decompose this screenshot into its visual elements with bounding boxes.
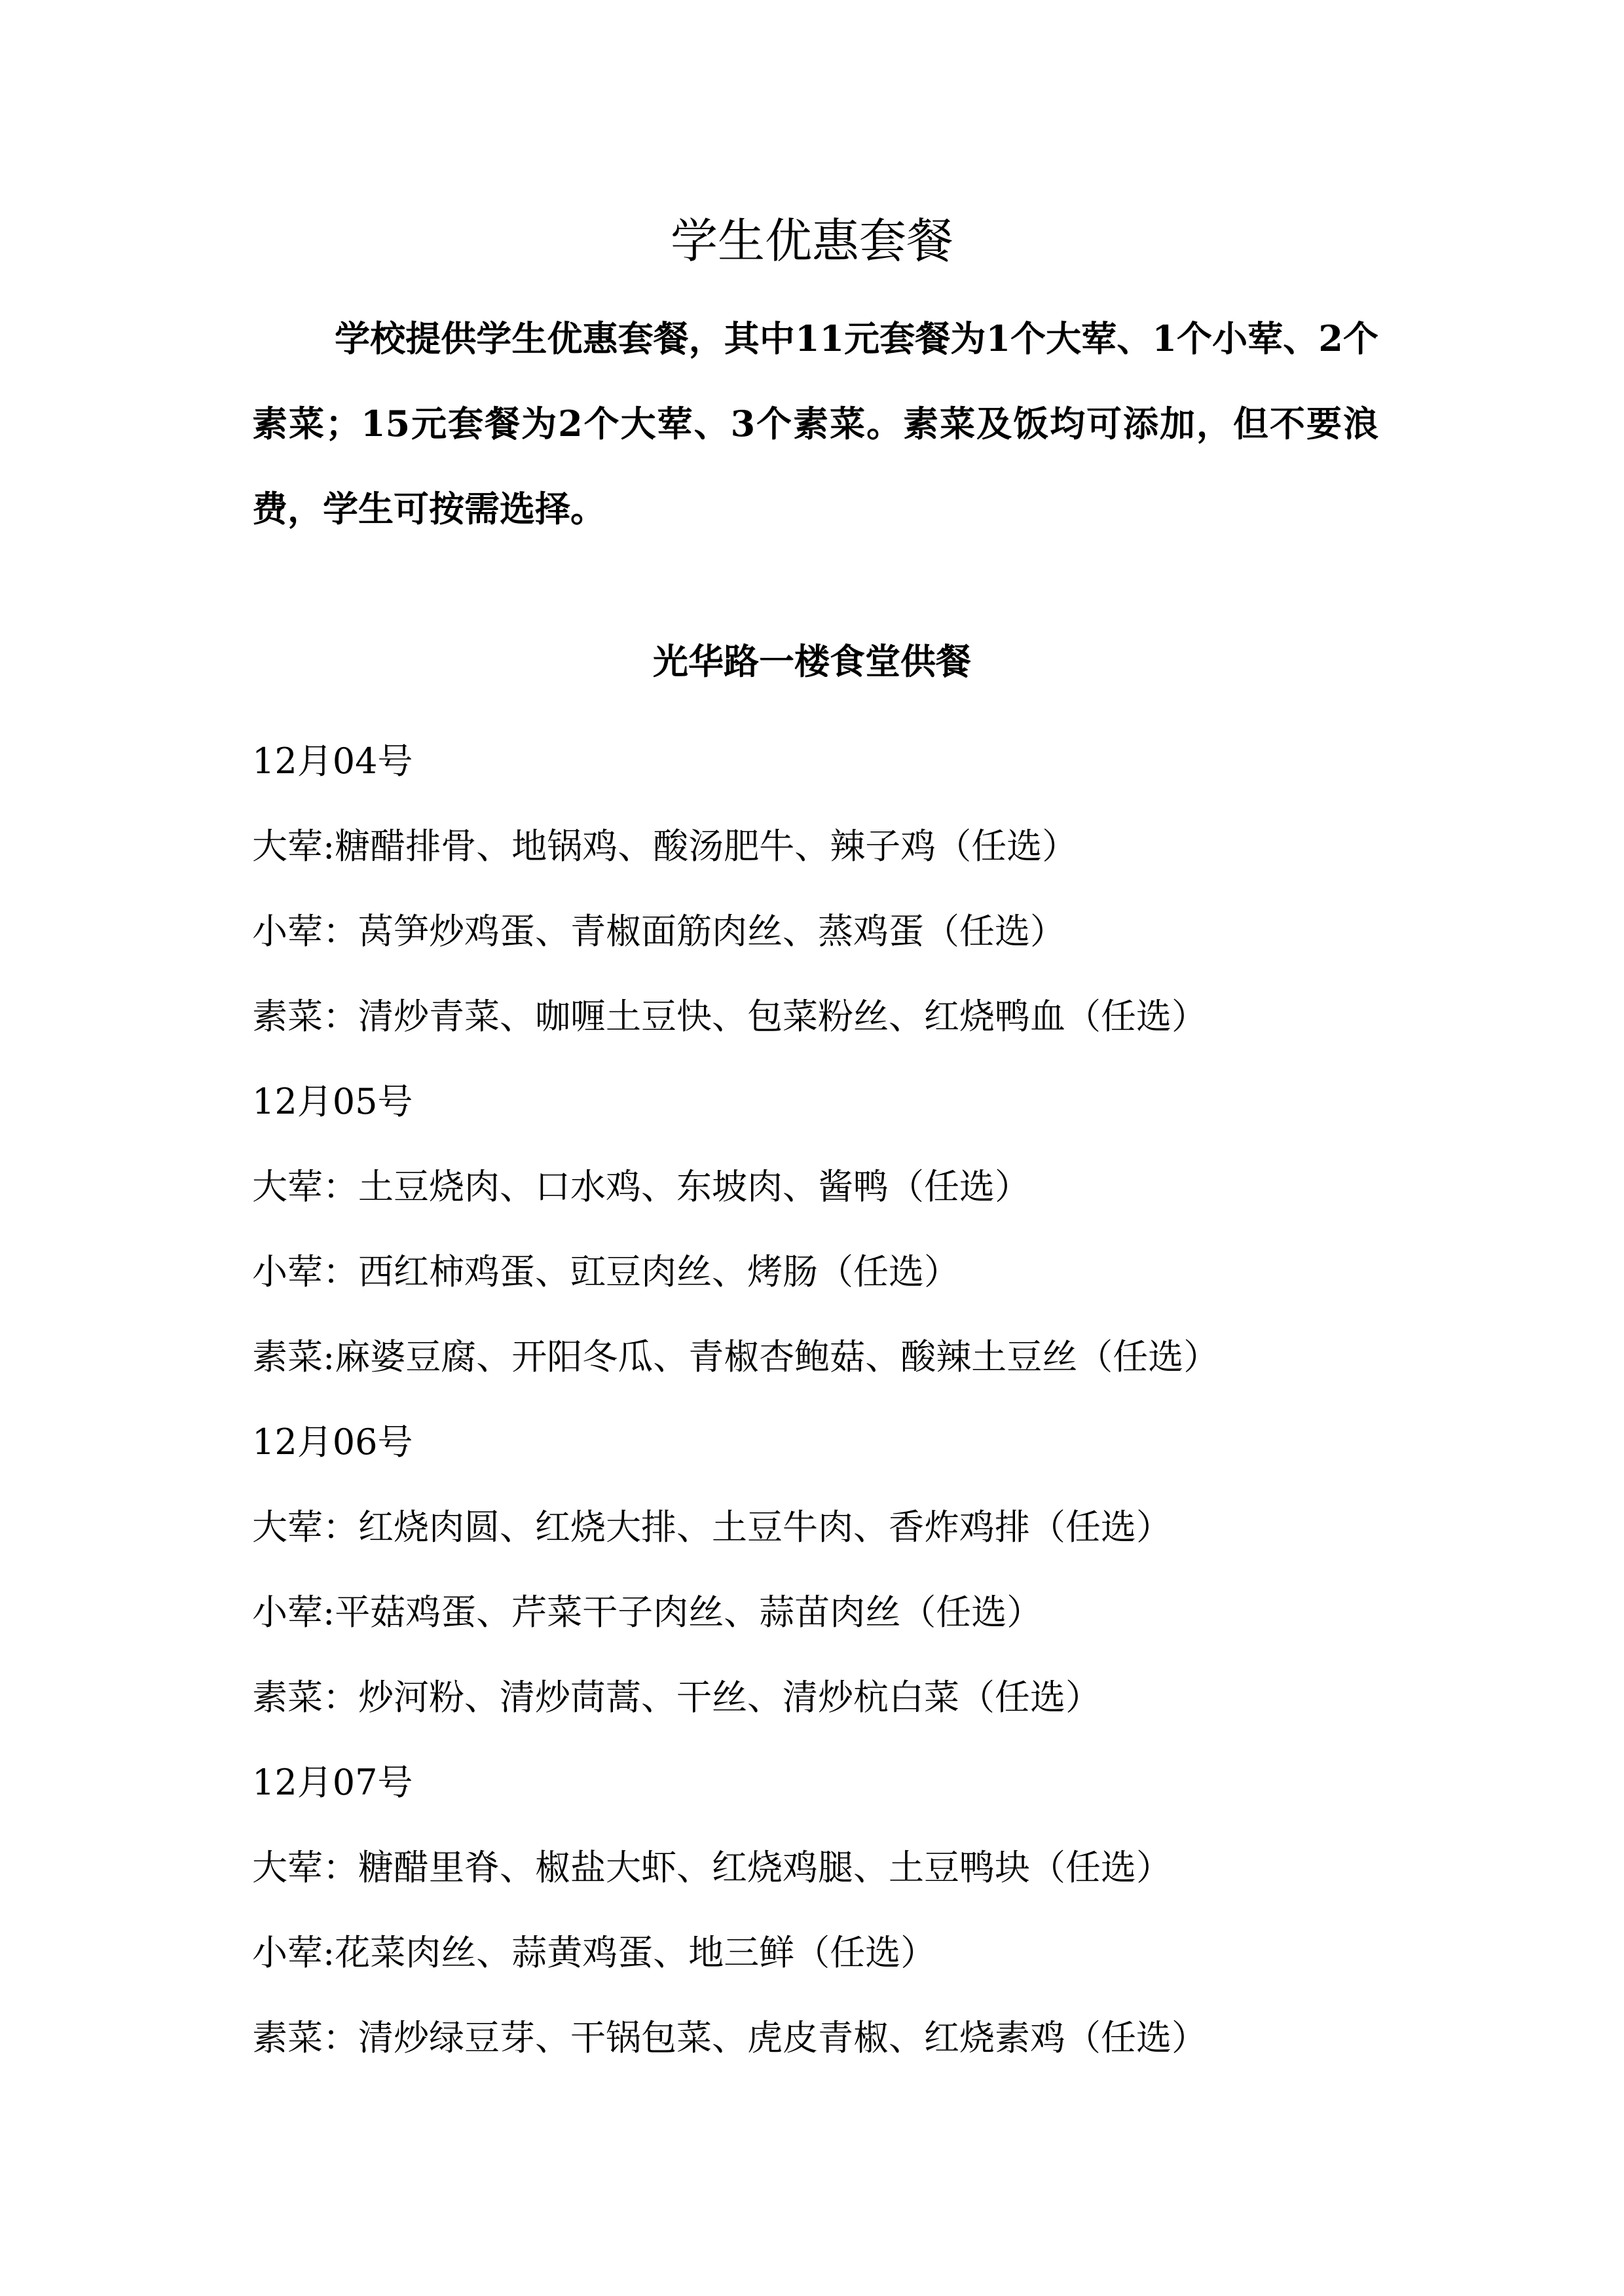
menu-small-meat: 小荤：莴笋炒鸡蛋、青椒面筋肉丝、蒸鸡蛋（任选）: [252, 911, 1065, 952]
menu-big-meat: 大荤：红烧肉圆、红烧大排、土豆牛肉、香炸鸡排（任选）: [252, 1506, 1172, 1548]
menu-day: [252, 1740, 1431, 2081]
menu-day: [252, 1400, 1431, 1740]
menu-vegetable: 素菜：清炒绿豆芽、干锅包菜、虎皮青椒、红烧素鸡（任选）: [252, 2017, 1207, 2058]
menu-date: 12月07号: [252, 1762, 413, 1803]
menu-small-meat: 小荤:花菜肉丝、蒜黄鸡蛋、地三鲜（任选）: [252, 1932, 936, 1973]
section-title: 光华路一楼食堂供餐: [653, 640, 971, 682]
menu-vegetable: 素菜:麻婆豆腐、开阳冬瓜、青椒杏鲍菇、酸辣土豆丝（任选）: [252, 1336, 1219, 1377]
menu-date: 12月06号: [252, 1421, 413, 1463]
menu-day: [252, 1059, 1431, 1400]
menu-vegetable: 素菜：清炒青菜、咖喱土豆快、包菜粉丝、红烧鸭血（任选）: [252, 996, 1207, 1037]
menu-small-meat: 小荤:平菇鸡蛋、芹菜干子肉丝、蒜苗肉丝（任选）: [252, 1592, 1043, 1633]
intro-paragraph: 学校提供学生优惠套餐，其中11元套餐为1个大荤、1个小荤、2个素菜；15元套餐为2个大荤、3个素菜。素菜及饭均可添加，但不要浪费，学生可按需选择。: [252, 318, 1378, 530]
menu-big-meat: 大荤：土豆烧肉、口水鸡、东坡肉、酱鸭（任选）: [252, 1166, 1030, 1207]
menu-big-meat: 大荤：糖醋里脊、椒盐大虾、红烧鸡腿、土豆鸭块（任选）: [252, 1847, 1172, 1888]
menu-big-meat: 大荤:糖醋排骨、地锅鸡、酸汤肥牛、辣子鸡（任选）: [252, 826, 1078, 867]
menu-small-meat: 小荤：西红柿鸡蛋、豇豆肉丝、烤肠（任选）: [252, 1251, 959, 1292]
menu-date: 12月04号: [252, 740, 413, 782]
menu-list: [252, 719, 1431, 2081]
menu-date: 12月05号: [252, 1081, 413, 1122]
menu-vegetable: 素菜：炒河粉、清炒茼蒿、干丝、清炒杭白菜（任选）: [252, 1677, 1101, 1718]
document-title: 学生优惠套餐: [670, 213, 953, 268]
menu-day: [252, 719, 1431, 1059]
